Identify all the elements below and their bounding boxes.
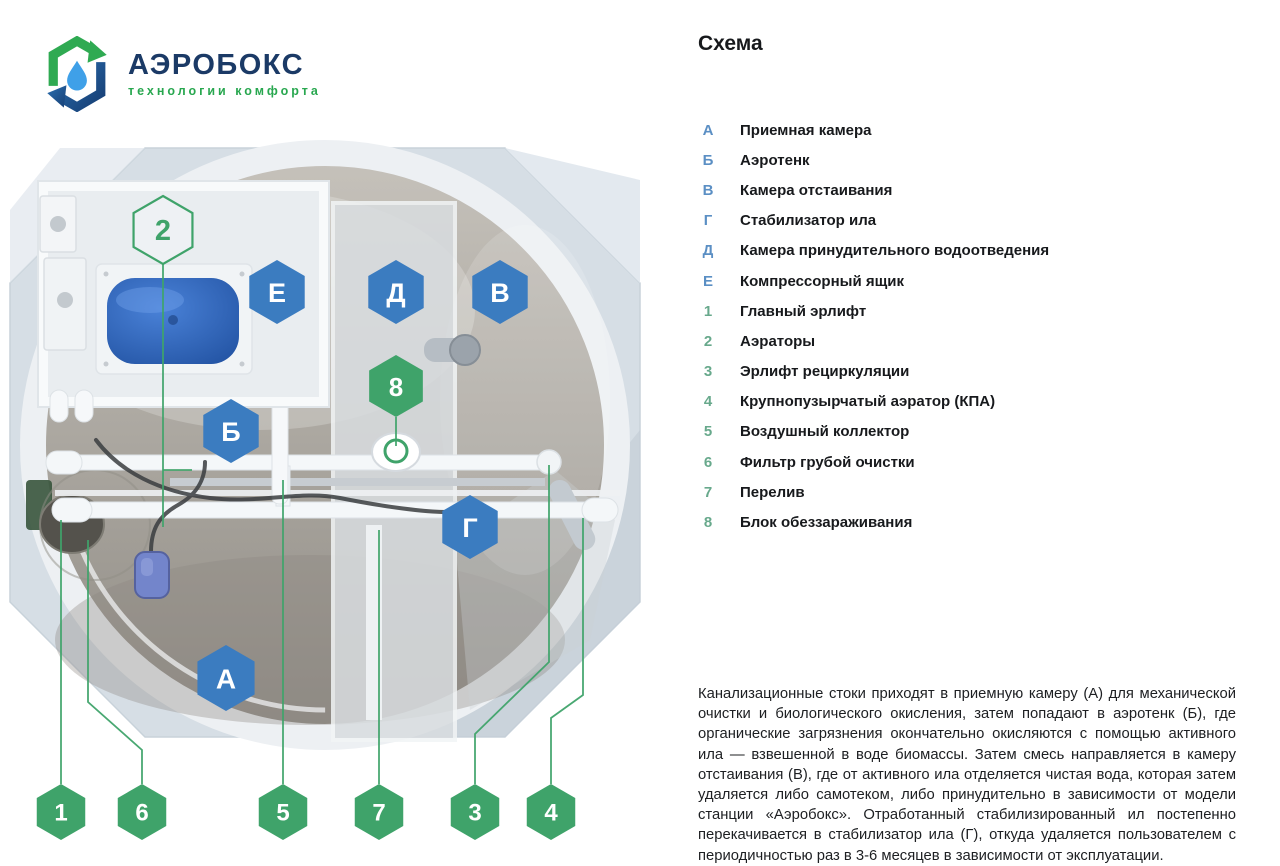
legend-title: Схема: [698, 32, 763, 55]
legend-marker: 2: [703, 332, 713, 350]
legend-label: Главный эрлифт: [740, 302, 867, 320]
svg-text:А: А: [215, 663, 237, 695]
legend-label: Камера отстаивания: [740, 181, 893, 199]
legend-marker: 4: [703, 393, 713, 411]
svg-text:Б: Б: [221, 417, 241, 447]
diagram-marker-3: [451, 784, 499, 840]
legend-label: Блок обеззараживания: [740, 514, 913, 532]
legend-row-В: [698, 175, 1258, 205]
svg-text:Е: Е: [267, 278, 287, 308]
legend-label: Эрлифт рециркуляции: [740, 363, 910, 381]
diagram-marker-5: [259, 784, 307, 840]
legend-row-1: [698, 296, 1258, 326]
legend-marker: В: [702, 181, 714, 199]
legend-marker: А: [702, 121, 714, 139]
svg-text:Д: Д: [386, 278, 406, 308]
transfer-pipe: [424, 335, 480, 365]
legend-row-Е: [698, 266, 1258, 296]
legend-label: Аэротенк: [740, 151, 810, 169]
svg-text:7: 7: [372, 799, 386, 827]
legend-row-Б: [698, 145, 1258, 175]
legend-label: Стабилизатор ила: [740, 212, 877, 230]
svg-text:5: 5: [276, 799, 290, 827]
legend-row-А: [698, 115, 1258, 145]
svg-text:1: 1: [54, 799, 68, 827]
legend-row-3: [698, 357, 1258, 387]
legend-row-4: [698, 387, 1258, 417]
legend-marker: Б: [702, 151, 714, 169]
diagram-marker-6: [118, 784, 166, 840]
legend-label: Приемная камера: [740, 121, 872, 139]
legend-row-7: [698, 477, 1258, 507]
legend-marker: Г: [703, 212, 713, 230]
legend-label: Воздушный коллектор: [740, 423, 910, 441]
svg-text:2: 2: [154, 215, 172, 247]
legend-row-8: [698, 507, 1258, 537]
legend-marker: 7: [703, 483, 713, 501]
legend-label: Крупнопузырчатый аэратор (КПА): [740, 393, 996, 411]
legend-label: Перелив: [740, 483, 805, 501]
legend-row-6: [698, 447, 1258, 477]
description: Канализационные стоки приходят в приемную камеру (А) для механической очистки и биологического окисления, затем попадают в аэротенк (Б), где органические загрязнения окончательно окисляются с помощью активного ила — взвешенной в воде биомассы. Затем смесь направляется в камеру отстаивания (В), где от активного ила отделяется чистая вода, которая затем удаляется либо самотеком, либо принудительно в зависимости от модели станции «Аэробокс». Отработанный стабилизированный ил постепенно перекачивается в стабилизатор ила (Г), откуда удаляется пользователем с периодичностью раз в 3-6 месяцев в зависимости от эксплуатации.: [698, 686, 1236, 864]
inner-wall: [170, 478, 545, 486]
svg-text:8: 8: [388, 372, 404, 402]
diagram-marker-7: [355, 784, 403, 840]
legend-row-2: [698, 326, 1258, 356]
logo-subtitle: технологии комфорта: [128, 84, 321, 99]
legend-label: Аэраторы: [740, 332, 816, 350]
legend-label: Фильтр грубой очистки: [740, 453, 915, 471]
legend-row-Г: [698, 206, 1258, 236]
legend-row-Д: [698, 236, 1258, 266]
svg-text:В: В: [490, 278, 510, 308]
float-switch: [135, 552, 169, 598]
svg-text:4: 4: [544, 799, 558, 827]
legend-marker: Д: [702, 242, 714, 260]
svg-text:Г: Г: [462, 513, 478, 543]
legend-label: Компрессорный ящик: [740, 272, 904, 290]
legend-marker: Е: [702, 272, 713, 290]
legend-marker: 8: [703, 514, 713, 532]
legend-marker: 1: [703, 302, 713, 320]
svg-text:6: 6: [135, 799, 149, 827]
logo-title: АЭРОБОКС: [128, 48, 305, 81]
diagram-marker-1: [37, 784, 85, 840]
legend-marker: 5: [703, 423, 713, 441]
svg-text:3: 3: [468, 799, 482, 827]
weir-wall: [55, 490, 620, 496]
legend-marker: 3: [703, 363, 713, 381]
diagram-marker-4: [527, 784, 575, 840]
legend-marker: 6: [703, 453, 713, 471]
legend-row-5: [698, 417, 1258, 447]
legend-list: [698, 115, 1258, 538]
legend-label: Камера принудительного водоотведения: [740, 242, 1050, 260]
